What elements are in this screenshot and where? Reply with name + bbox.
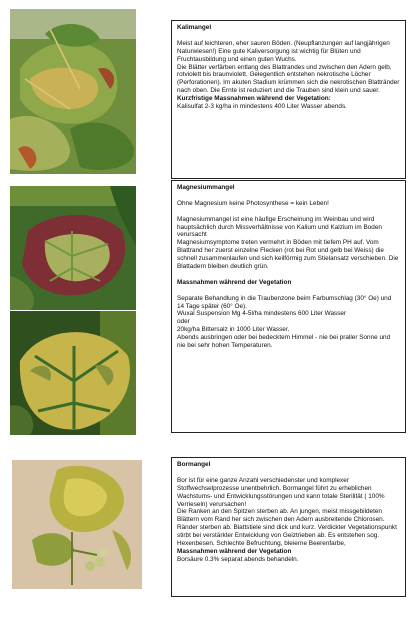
magnesium-yellow-leaf-photo bbox=[10, 311, 136, 435]
magnesium-text-1: Magnesiummangel ist eine häufige Erscheinung im Weinbau und wird hauptsächlich durch Missverhältnisse von Kalium und Kalzium im Boden verursacht bbox=[177, 215, 382, 239]
magnesium-measure-1: Separate Behandlung in die Traubenzone beim Farbumschlag (30° Oe) und 14 Tage später (60° Oe). bbox=[177, 294, 392, 310]
magnesium-measure-3: oder bbox=[177, 318, 190, 326]
magnesium-title: Magnesiummangel bbox=[177, 184, 235, 191]
magnesium-info-box bbox=[171, 180, 406, 433]
magnesium-red-leaf-photo bbox=[10, 186, 136, 310]
bor-measures: Borsäure 0.3% separat abends behandeln. bbox=[177, 555, 299, 563]
magnesium-measure-4: 20kg/ha Bittersalz in 1000 Liter Wasser. bbox=[177, 326, 290, 334]
magnesium-measure-5: Abends ausbringen oder bei bedecktem Himmel - nie bei praller Sonne und nie bei sehr hohen Temperaturen. bbox=[177, 334, 391, 350]
bor-text-2: Die Ranken an den Spitzen sterben ab. An jungen, meist missgebildeten Blättern vom Rand her sich zwischen den Adern ausbreitende Chlorosen. Ränder sterben ab. Blattstiele sind dick und kurz. Verdickter Vegetationspunkt stirbt bei verstärkter Entwicklung von Geiztrieben ab. Es entstehen sog. Hexenbesen. Schlechte Befruchtung, bleierne Beerenfarbe, bbox=[177, 508, 397, 548]
bor-text-1: Bor ist für eine ganze Anzahl verschiedenster und komplexer Stoffwechselprozesse unentbehrlich. Bormangel führt zu erheblichen Wachstums- und Entwicklungsstörungen und kann totale Sterilität ( 100% Verrieseln) verursachen! bbox=[177, 476, 385, 508]
kalium-measures-title: Kurzfristige Massnahmen während der Vegetation: bbox=[177, 95, 331, 103]
magnesium-text-2: Magnesiumsymptome treten vermehrt in Böden mit tiefem PH auf. Vom Blattrand her zuerst einzelne Flecken (rot bei Rot und gelb bei Weiss) die schnell zusammenlaufen und sich keilförmig zum Stielansatz verschieben. Die Blattadern bleiben deutlich grün. bbox=[177, 239, 399, 271]
bor-title: Bormangel bbox=[177, 461, 211, 468]
magnesium-intro: Ohne Magnesium keine Photosynthese = kein Leben! bbox=[177, 199, 329, 207]
kalium-measures: Kalisulfat 2-3 kg/ha in mindestens 400 Liter Wasser abends. bbox=[177, 103, 347, 111]
bor-leaf-photo bbox=[12, 460, 142, 589]
bor-measures-title: Massnahmen während der Vegetation bbox=[177, 547, 292, 555]
kalium-text-2: Die Blätter verfärben entlang des Blattrandes und zwischen den Adern gelb, rotviolett bis braunviolett. Gelegentlich entstehen nekrotische Löcher (Perforationen). Im akuten Stadium krümmen sich die nekrotischen Blattränder nach oben. Die Ernte ist reduziert und die Trauben sind klein und sauer. bbox=[177, 63, 400, 95]
kalium-leaf-photo bbox=[10, 9, 136, 174]
bor-info-box bbox=[171, 457, 406, 597]
magnesium-measure-2: Wuxal Suspension Mg 4-5l/ha mindestens 600 Liter Wasser bbox=[177, 310, 347, 318]
magnesium-measures-title: Massnahmen während der Vegetation bbox=[177, 278, 292, 286]
kalium-title: Kalimangel bbox=[177, 24, 212, 31]
kalium-text-1: Meist auf leichteren, eher sauren Böden. (Neupflanzungen auf langjährigen Naturwiesen!) Eine gute Kaliversorgung ist wichtig für Blüten und Fruchtausbildung und einen guten Wuchs. bbox=[177, 39, 390, 63]
kalium-info-box bbox=[171, 20, 406, 179]
